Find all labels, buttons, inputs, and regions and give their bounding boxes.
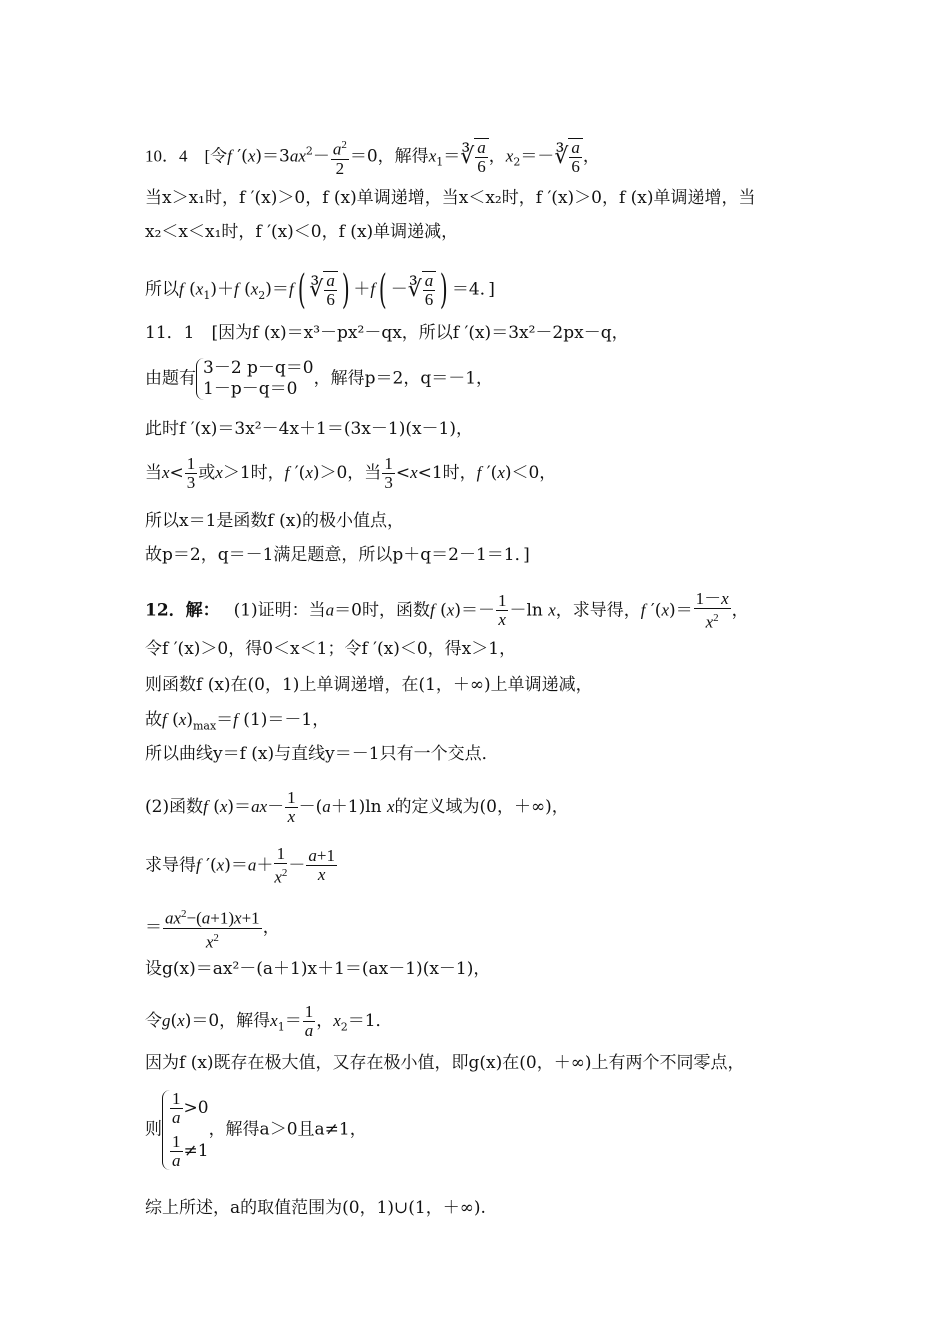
q12-line2: 令f ′(x)＞0，得0＜x＜1；令f ′(x)＜0，得x＞1， (145, 639, 517, 659)
q12-line13: 综上所述，a的取值范围为(0，1)∪(1，＋∞). (145, 1198, 486, 1218)
q12-line12: 则 $\frac{1}{a}$ >0 $\frac{1}{a}$ ≠1 ，解得a＞0且a≠1， (145, 1089, 367, 1170)
q12-line6: (2)函数f (x)＝ax－ $\frac{1}{x}$ －(a＋1)ln x的定义域为(0，＋∞)， (145, 788, 569, 826)
q12-line7: 求导得f ′(x)＝a＋ $\frac{1}{x^2}$ － $\frac{a+1}{x}$ (145, 844, 335, 887)
q11-line3: 此时f ′(x)＝3x²－4x＋1＝(3x－1)(x－1)， (145, 419, 473, 439)
q12-system: $\frac{1}{a}$ >0 $\frac{1}{a}$ ≠1 (162, 1090, 209, 1170)
q12-line8: ＝ $\frac{ax^2-(a+1)x+1}{x^2}$ ， (145, 905, 280, 951)
q11-line2: 由题有 3－2 p－q＝0 1－p－q＝0 ，解得p＝2，q＝－1， (145, 358, 494, 399)
q12-line9: 设g(x)＝ax²－(a＋1)x＋1＝(ax－1)(x－1)， (145, 959, 491, 979)
q12-line4: 故f $(x)_{max}=f$ (1)＝－1， (145, 710, 330, 733)
q10-line3: x₂＜x＜x₁时，f ′(x)＜0，f (x)单调递减， (145, 222, 459, 242)
q10-line2: 当x＞x₁时，f ′(x)＞0，f (x)单调递增，当x＜x₂时，f ′(x)＞0，f (x)单调递增，当 (145, 188, 756, 208)
q11-line6: 故p＝2，q＝－1满足题意，所以p＋q＝2－1＝1．] (145, 545, 530, 565)
q12-line5: 所以曲线y＝f (x)与直线y＝－1只有一个交点． (145, 744, 499, 764)
q12-line11: 因为f (x)既存在极大值，又存在极小值，即g(x)在(0，＋∞)上有两个不同零点， (145, 1053, 745, 1073)
q11-system: 3－2 p－q＝0 1－p－q＝0 (196, 358, 314, 400)
q11-line5: 所以x＝1是函数f (x)的极小值点， (145, 511, 404, 531)
q10-line1: 10．4 [令f $'(x)=3ax^2-$ $\frac{a^2}{2}$ ＝0，解得$x_1=∛$ $\frac{a}{6}$ ，$x_2=-∛$ $\frac{a}{6}$ ， (145, 137, 600, 178)
q12-line1: 12．解： (1)证明：当a＝0时，函数f (x)＝－ $\frac{1}{x}$ －ln x，求导得，f ′(x)＝ $\frac{1-x}{x^2}$ ， (145, 589, 749, 632)
q12-line3: 则函数f (x)在(0，1)上单调递增，在(1，＋∞)上单调递减， (145, 675, 593, 695)
q11-line4: 当x< $\frac{1}{3}$ 或x＞1时，f ′(x)＞0，当 $\frac{1}{3}$ <x<1时，f ′(x)＜0， (145, 454, 557, 492)
q11-line1: 11．1 [因为f (x)＝x³－px²－qx，所以f ′(x)＝3x²－2px－q， (145, 323, 629, 343)
q12-line10: 令g(x)＝0，解得$x_1=$ $\frac{1}{a}$ ，$x_2=1$． (145, 1002, 393, 1040)
q10-line4: 所以f $(x_1)+f$ $(x_2)=f$( ∛ $\frac{a}{6}$ ) ＋f( －∛ $\frac{a}{6}$ ) ＝4．] (145, 267, 495, 313)
